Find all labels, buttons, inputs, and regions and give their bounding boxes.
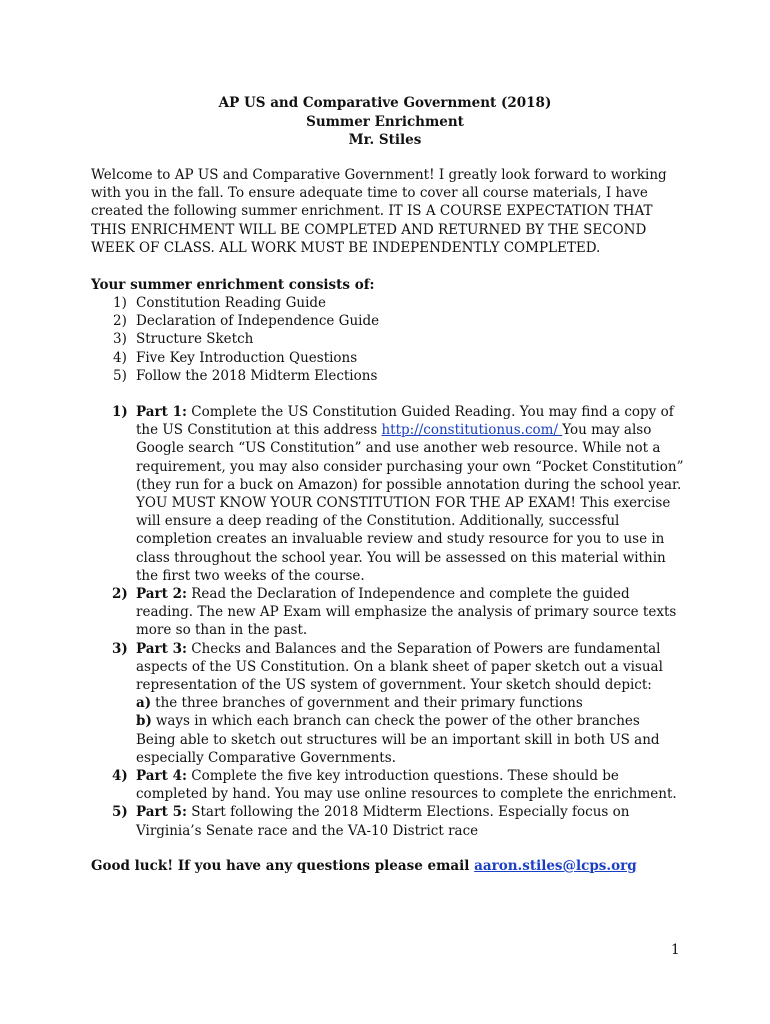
sub-item-text: ways in which each branch can check the power of the other branches — [155, 713, 640, 730]
part-label: Part 1: — [136, 404, 187, 420]
course-title: AP US and Comparative Government (2018) — [218, 95, 552, 111]
part-number: 2) — [112, 586, 128, 603]
list-item — [91, 330, 379, 348]
part-4 — [112, 767, 687, 803]
sub-item-text: the three branches of government and their primary functions — [155, 695, 583, 712]
document-header — [0, 94, 770, 150]
part-label: Part 4: — [136, 768, 187, 785]
list-item — [91, 294, 379, 312]
sub-item — [136, 712, 687, 730]
part-text: Checks and Balances and the Separation of Powers are fundamental aspects of the US Constitution. On a blank sheet of paper sketch out a visual representation of the US system of government. Your sketch should depict: — [136, 640, 663, 694]
sub-item-label: a) — [136, 695, 152, 712]
part-number: 1) — [112, 404, 128, 420]
list-number: 4) — [113, 349, 127, 366]
part-label: Part 2: — [136, 586, 187, 603]
list-number: 5) — [113, 367, 127, 384]
list-item-text: Five Key Introduction Questions — [136, 349, 358, 366]
list-item — [91, 349, 379, 367]
part-2 — [112, 585, 687, 640]
sub-item — [136, 694, 687, 712]
part-text: You may also Google search “US Constitution” and use another web resource. While not a requirement, you may also consider purchasing your own “Pocket Constitution” (they run for a buck on Amazon) for possible annotation during the school year. — [136, 422, 684, 493]
closing-line — [91, 857, 637, 875]
part-1 — [112, 403, 687, 585]
part-text: Being able to sketch out structures will be an important skill in both US and especially Comparative Governments. — [136, 731, 660, 766]
list-item — [91, 312, 379, 330]
intro-paragraph: Welcome to AP US and Comparative Government! I greatly look forward to working with you in the fall. To ensure adequate time to cover all course materials, I have created the following summer enrichment. IT IS A COURSE EXPECTATION THAT THIS ENRICHMENT WILL BE COMPLETED AND RETURNED BY THE SECOND WEEK OF CLASS. ALL WORK MUST BE INDEPENDENTLY COMPLETED. — [91, 167, 667, 256]
sub-item-label: b) — [136, 713, 152, 730]
list-number: 1) — [113, 295, 127, 311]
part-text: YOU MUST KNOW YOUR CONSTITUTION FOR THE AP EXAM! This exercise will ensure a deep reading of the Constitution. Additionally, successful completion creates an invaluable review and study resource for you to use in class throughout the school year. You will be assessed on this material within the first two weeks of the course. — [136, 495, 671, 584]
part-label: Part 3: — [136, 640, 187, 657]
list-number: 3) — [113, 331, 127, 348]
list-item — [91, 367, 379, 385]
part-number: 3) — [112, 640, 128, 657]
part-number: 5) — [112, 804, 128, 821]
part-text: Complete the five key introduction questions. These should be completed by hand. You may use online resources to complete the enrichment. — [136, 768, 677, 803]
part-5 — [112, 803, 687, 839]
teacher-name: Mr. Stiles — [348, 132, 422, 148]
email-link[interactable]: aaron.stiles@lcps.org — [474, 858, 637, 874]
list-item-text: Structure Sketch — [136, 331, 254, 348]
closing-text: Good luck! If you have any questions please email — [91, 858, 475, 874]
list-item-text: Declaration of Independence Guide — [136, 313, 380, 330]
part-number: 4) — [112, 768, 128, 785]
list-item-text: Follow the 2018 Midterm Elections — [136, 367, 378, 384]
list-item-text: Constitution Reading Guide — [136, 295, 327, 311]
summary-list — [91, 294, 379, 385]
part-3 — [112, 640, 687, 767]
document-subtitle: Summer Enrichment — [306, 113, 464, 130]
part-text: Complete the US Constitution Guided Reading. You may find a copy of the US Constitution at this address — [136, 404, 674, 439]
part-text: Start following the 2018 Midterm Elections. Especially focus on Virginia’s Senate race and the VA-10 District race — [136, 804, 630, 839]
part-label: Part 5: — [136, 804, 187, 821]
parts-list — [112, 403, 687, 840]
summary-heading: Your summer enrichment consists of: — [91, 277, 375, 293]
constitution-link[interactable]: http://constitutionus.com/ — [381, 422, 563, 439]
page-number: 1 — [671, 942, 680, 958]
list-number: 2) — [113, 313, 127, 330]
part-text: Read the Declaration of Independence and complete the guided reading. The new AP Exam will emphasize the analysis of primary source texts more so than in the past. — [136, 586, 677, 639]
